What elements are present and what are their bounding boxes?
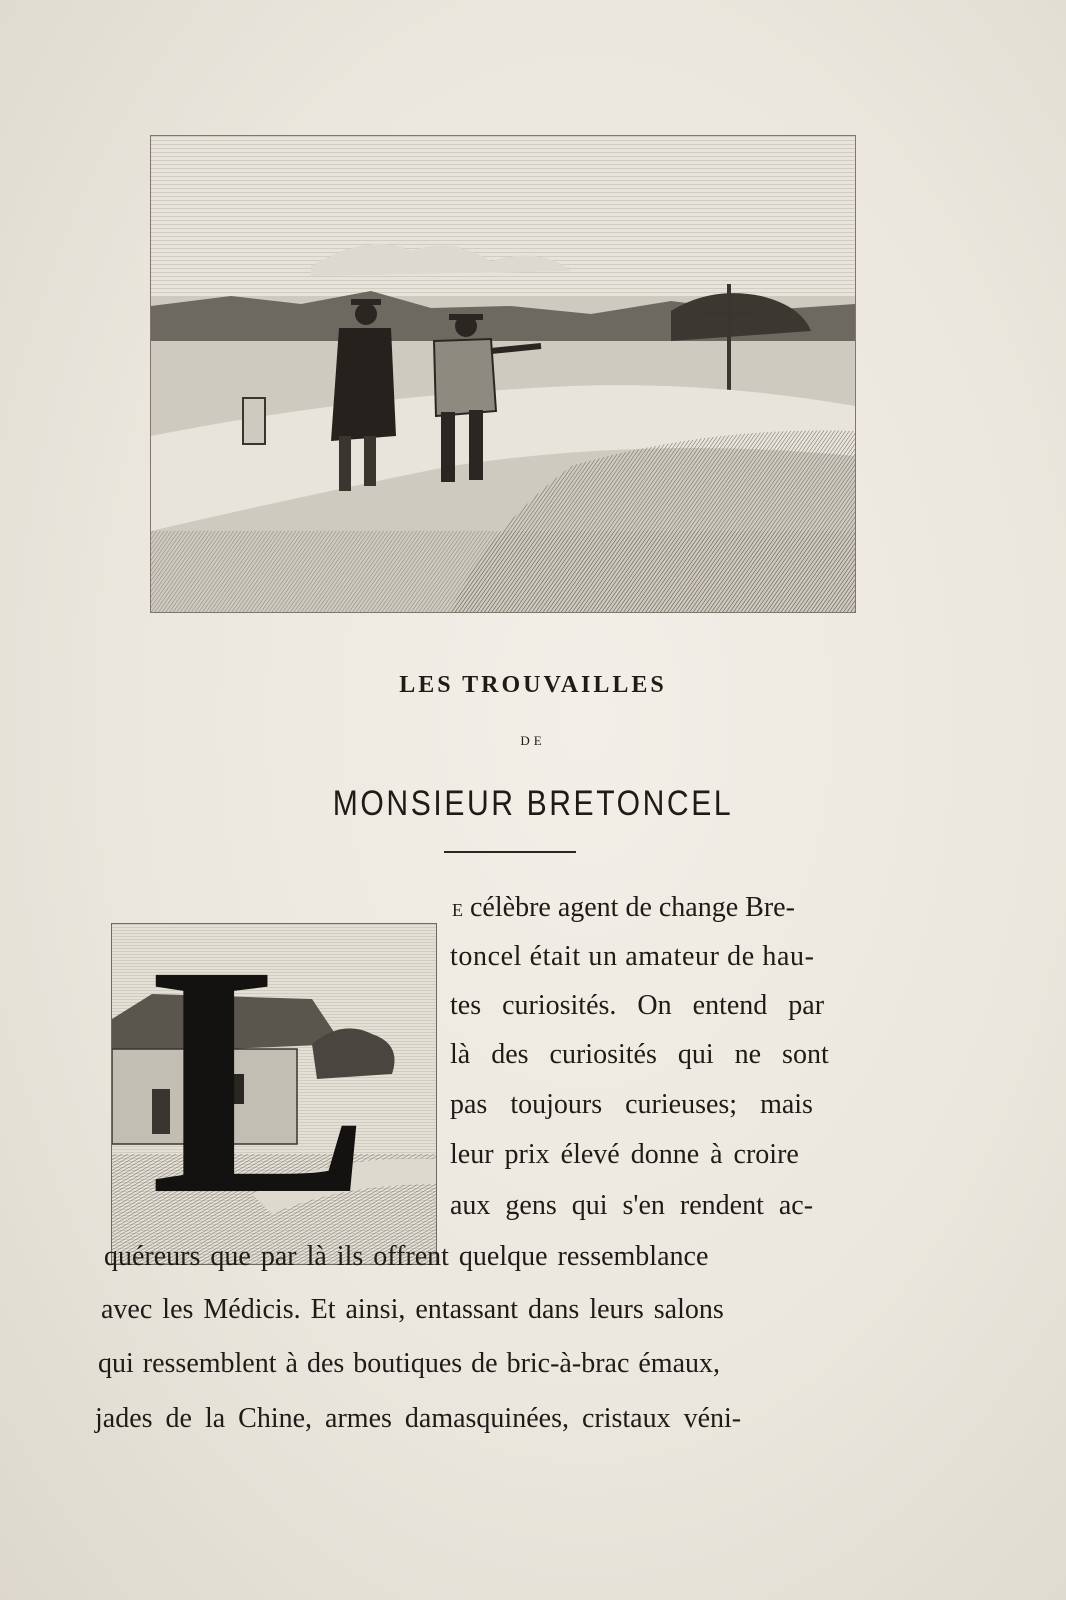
title-line-2: DE (520, 733, 546, 748)
body-line-1-text: célèbre agent de change Bre- (470, 892, 795, 923)
body-line-1: E célèbre agent de change Bre- (452, 892, 795, 923)
title-divider (444, 851, 576, 853)
body-line-11: jades de la Chine, armes damasquinées, cristaux véni- (95, 1403, 742, 1434)
body-line-8: quéreurs que par là ils offrent quelque ressemblance (104, 1241, 709, 1272)
body-line-9: avec les Médicis. Et ainsi, entassant dans leurs salons (101, 1294, 724, 1325)
body-line-6: leur prix élevé donne à croire (450, 1139, 799, 1170)
title-line-3: MONSIEUR BRETONCEL (332, 784, 734, 823)
body-line-5: pas toujours curieuses; mais (450, 1089, 813, 1120)
illustrated-drop-cap (111, 923, 437, 1265)
drop-cap-letter: L (150, 923, 371, 1263)
title-line-1: LES TROUVAILLES (399, 672, 667, 698)
body-line-2: toncel était un amateur de hau- (450, 941, 815, 972)
body-line-3: tes curiosités. On entend par (450, 990, 825, 1021)
body-line-10: qui ressemblent à des boutiques de bric-à-brac émaux, (98, 1348, 721, 1379)
etching-illustration (150, 135, 856, 613)
body-line-7: aux gens qui s'en rendent ac- (450, 1190, 814, 1221)
body-line-4: là des curiosités qui ne sont (450, 1039, 829, 1070)
